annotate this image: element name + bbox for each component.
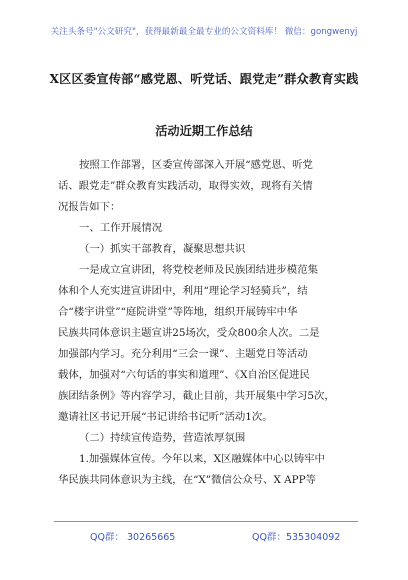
document-subtitle: 活动近期工作总结 [155, 124, 253, 138]
document-title: X区区委宣传部“感党恩、听党话、跟党走”群众教育实践 [49, 72, 359, 86]
paragraph-line: 族团结条例》等内容学习，截止目前，共开展集中学习5次， [58, 390, 335, 402]
paragraph-line: 体和个人充实进宣讲团中，利用“理论学习轻骑兵”，结 [58, 285, 308, 297]
paragraph-line: （二）持续宣传造势，营造浓厚氛围 [79, 432, 246, 444]
paragraph-line: 加强部内学习。充分利用“三会一课”、主题党日等活动 [58, 348, 308, 360]
footer-divider [54, 521, 358, 522]
paragraph-line: 载体，加强对“六句话的事实和道理”、《X自治区促进民 [58, 369, 310, 381]
paragraph-line: 华民族共同体意识为主线，在“X”微信公众号、X APP等 [58, 474, 317, 486]
paragraph-line: 邀请社区书记开展“书记讲给书记听”活动1次。 [58, 411, 273, 423]
footer-qq-group-2: QQ群：535304092 [252, 532, 341, 543]
paragraph-line: 况报告如下： [58, 201, 121, 213]
paragraph-line: （一）抓实干部教育，凝聚思想共识 [79, 243, 246, 255]
header-banner: 关注头条号"公文研究"，获得最新最全最专业的公文资料库！ 微信：gongwenyj [50, 27, 358, 37]
document-body [58, 155, 356, 491]
paragraph-line: 1.加强媒体宣传。今年以来，X区融媒体中心以铸牢中 [79, 453, 325, 465]
paragraph-line: 民族共同体意识主题宣讲25场次，受众800余人次。二是 [58, 327, 320, 339]
paragraph-line: 话、跟党走”群众教育实践活动，取得实效，现将有关情 [58, 180, 313, 192]
footer-qq-group-1: QQ群： 30265665 [90, 532, 176, 543]
paragraph-line: 一是成立宣讲团，将党校老师及民族团结进步模范集 [79, 264, 318, 276]
paragraph-line: 一、工作开展情况 [79, 222, 163, 234]
paragraph-line: 按照工作部署，区委宣传部深入开展“感党恩、听党 [79, 159, 313, 171]
paragraph-line: 合“楼宇讲堂”“庭院讲堂”等阵地，组织开展铸牢中华 [58, 306, 298, 318]
